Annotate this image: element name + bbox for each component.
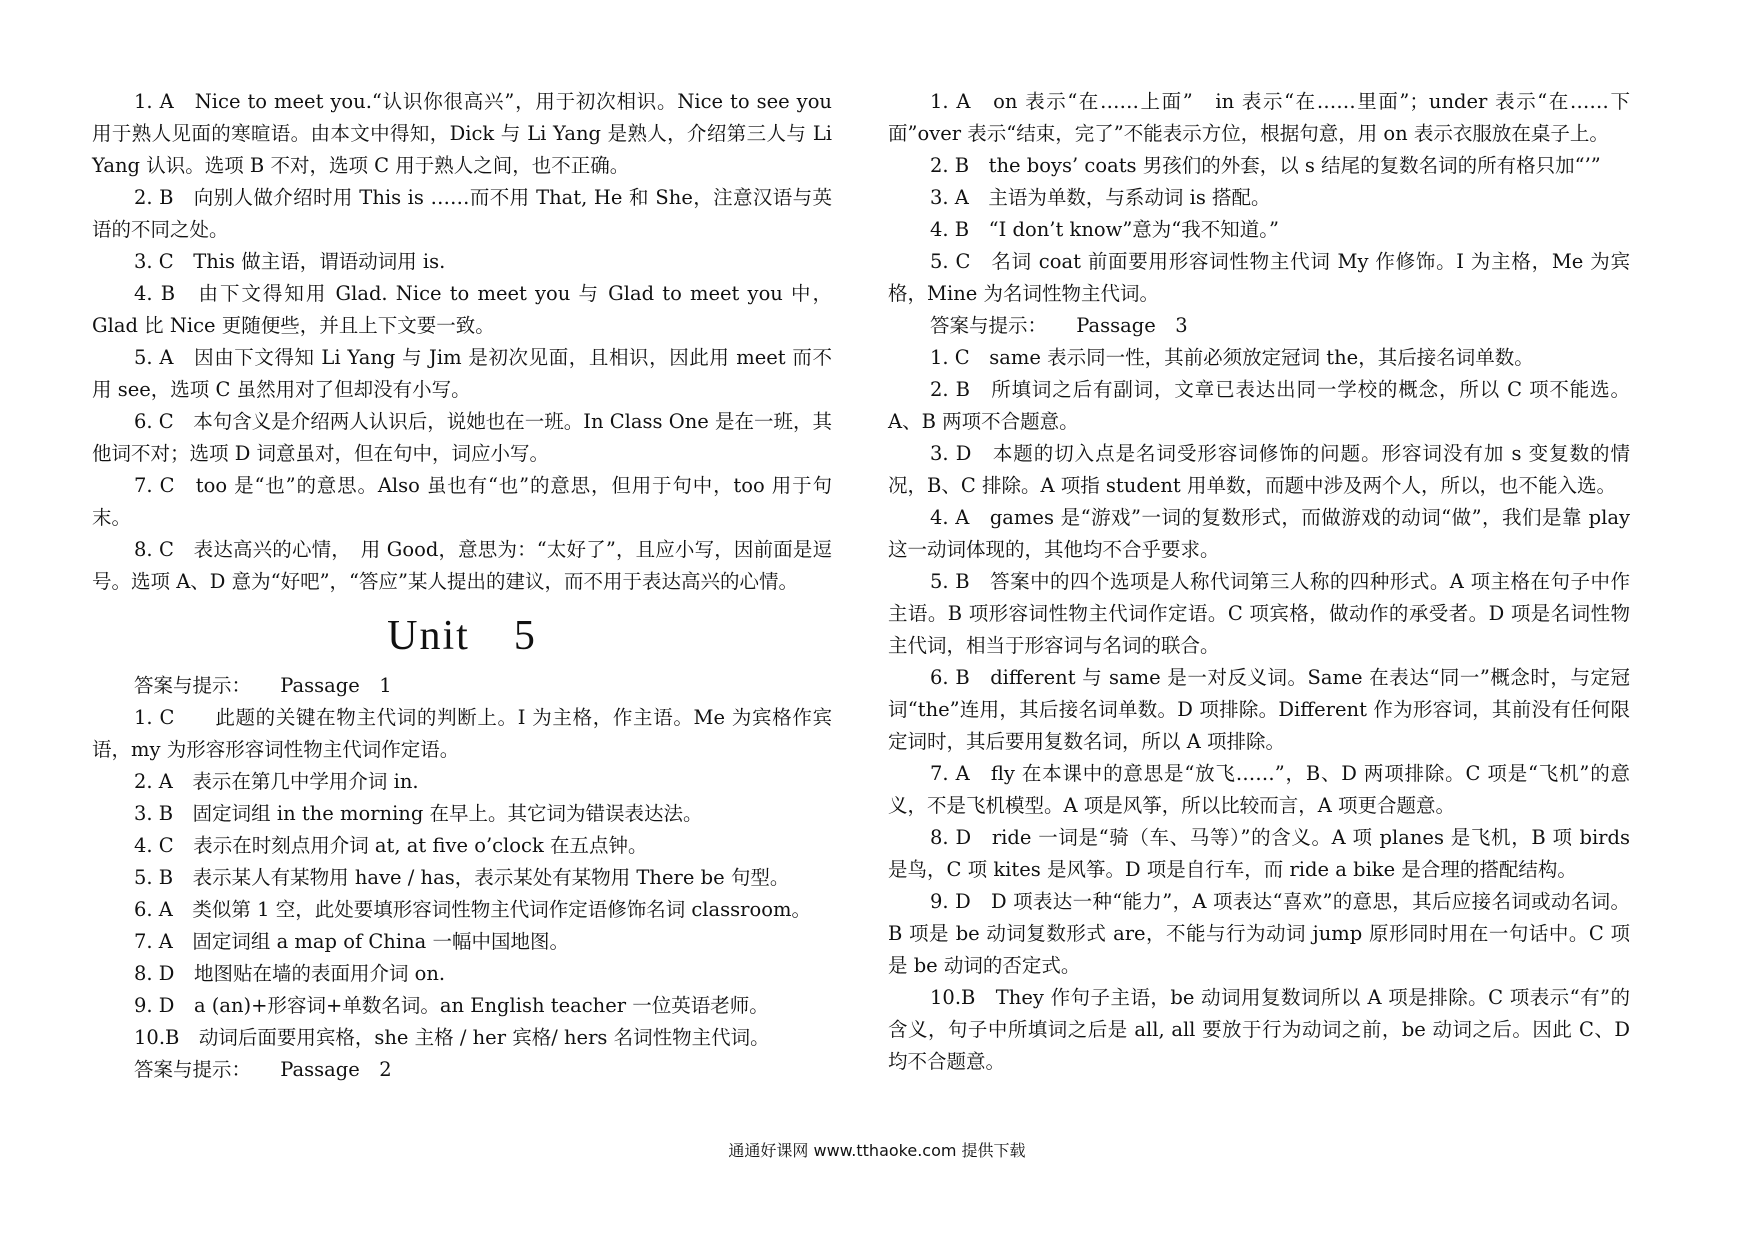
answer-paragraph: 5. C 名词 coat 前面要用形容词性物主代词 My 作修饰。I 为主格，Me 为宾格，Mine 为名词性物主代词。 bbox=[888, 250, 1630, 305]
answer-paragraph: 5. A 因由下文得知 Li Yang 与 Jim 是初次见面，且相识，因此用 meet 而不用 see，选项 C 虽然用对了但却没有小写。 bbox=[92, 346, 832, 401]
answer-paragraph: 6. B different 与 same 是一对反义词。Same 在表达“同一”概念时，与定冠词“the”连用，其后接名词单数。D 项排除。Different 作为形容词，其前没有任何限定词时，其后要用复数名词，所以 A 项排除。 bbox=[888, 666, 1630, 753]
answer-paragraph: 1. C 此题的关键在物主代词的判断上。I 为主格，作主语。Me 为宾格作宾语，my 为形容形容词性物主代词作定语。 bbox=[92, 706, 832, 761]
answer-paragraph: 4. A games 是“游戏”一词的复数形式，而做游戏的动词“做”，我们是靠 play 这一动词体现的，其他均不合乎要求。 bbox=[888, 506, 1630, 561]
answer-paragraph: 8. D ride 一词是“骑（车、马等）”的含义。A 项 planes 是飞机，B 项 birds 是鸟，C 项 kites 是风筝。D 项是自行车，而 ride a bike 是合理的搭配结构。 bbox=[888, 826, 1630, 881]
answer-paragraph: 5. B 表示某人有某物用 have / has，表示某处有某物用 There be 句型。 bbox=[134, 866, 790, 889]
answer-paragraph: 10.B They 作句子主语，be 动词用复数词所以 A 项是排除。C 项表示“有”的含义，句子中所填词之后是 all, all 要放于行为动词之前，be 动词之后。因此 C、D 均不合题意。 bbox=[888, 986, 1630, 1073]
answer-paragraph: 答案与提示： Passage 2 bbox=[134, 1058, 392, 1081]
answer-paragraph: 8. D 地图贴在墙的表面用介词 on. bbox=[134, 962, 446, 985]
answer-paragraph: 3. B 固定词组 in the morning 在早上。其它词为错误表达法。 bbox=[134, 802, 703, 825]
answer-paragraph: 1. A Nice to meet you.“认识你很高兴”，用于初次相识。Nice to see you 用于熟人见面的寒暄语。由本文中得知，Dick 与 Li Yang 是熟人，介绍第三人与 Li Yang 认识。选项 B 不对，选项 C 用于熟人之间，也不正确。 bbox=[92, 90, 832, 177]
answer-paragraph: 4. B 由下文得知用 Glad. Nice to meet you 与 Glad to meet you 中，Glad 比 Nice 更随便些，并且上下文要一致。 bbox=[92, 282, 832, 337]
answer-paragraph: 1. C same 表示同一性，其前必须放定冠词 the，其后接名词单数。 bbox=[930, 346, 1534, 369]
answer-paragraph: 2. B 向别人做介绍时用 This is ……而不用 That, He 和 She，注意汉语与英语的不同之处。 bbox=[92, 186, 832, 241]
answer-paragraph: 3. C This 做主语，谓语动词用 is. bbox=[134, 250, 446, 273]
answer-paragraph: 9. D a (an)+形容词+单数名词。an English teacher 一位英语老师。 bbox=[134, 994, 769, 1017]
answer-paragraph: 答案与提示： Passage 1 bbox=[134, 674, 392, 697]
answer-paragraph: 4. C 表示在时刻点用介词 at, at five o’clock 在五点钟。 bbox=[134, 834, 648, 857]
answer-paragraph: 10.B 动词后面要用宾格，she 主格 / her 宾格/ hers 名词性物主代词。 bbox=[134, 1026, 770, 1049]
answer-paragraph: 8. C 表达高兴的心情， 用 Good，意思为：“太好了”，且应小写，因前面是逗号。选项 A、D 意为“好吧”，“答应”某人提出的建议，而不用于表达高兴的心情。 bbox=[92, 538, 832, 593]
answer-paragraph: 6. C 本句含义是介绍两人认识后，说她也在一班。In Class One 是在一班，其他词不对；选项 D 词意虽对，但在句中，词应小写。 bbox=[92, 410, 832, 465]
answer-paragraph: 3. A 主语为单数，与系动词 is 搭配。 bbox=[930, 186, 1271, 209]
answer-paragraph: 答案与提示： Passage 3 bbox=[930, 314, 1188, 337]
unit4-answers bbox=[92, 86, 832, 598]
answer-paragraph: 2. A 表示在第几中学用介词 in. bbox=[134, 770, 419, 793]
right-column bbox=[888, 86, 1630, 1078]
unit-title: Unit 5 bbox=[387, 613, 537, 659]
answer-paragraph: 2. B the boys’ coats 男孩们的外套，以 s 结尾的复数名词的所有格只加“’” bbox=[930, 154, 1601, 177]
answer-paragraph: 6. A 类似第 1 空，此处要填形容词性物主代词作定语修饰名词 classroom。 bbox=[134, 898, 811, 921]
answer-paragraph: 5. B 答案中的四个选项是人称代词第三人称的四种形式。A 项主格在句子中作主语。B 项形容词性物主代词作定语。C 项宾格，做动作的承受者。D 项是名词性物主代词，相当于形容词与名词的联合。 bbox=[888, 570, 1630, 657]
footer-credit: 通通好课网 www.tthaoke.com 提供下载 bbox=[728, 1141, 1026, 1160]
answer-paragraph: 7. A fly 在本课中的意思是“放飞……”，B、D 两项排除。C 项是“飞机”的意义，不是飞机模型。A 项是风筝，所以比较而言，A 项更合题意。 bbox=[888, 762, 1630, 817]
answer-paragraph: 4. B “I don’t know”意为“我不知道。” bbox=[930, 218, 1279, 241]
answer-paragraph: 1. A on 表示“在……上面” in 表示“在……里面”；under 表示“在……下面”over 表示“结束，完了”不能表示方位，根据句意，用 on 表示衣服放在桌子上。 bbox=[888, 90, 1630, 145]
answer-paragraph: 7. C too 是“也”的意思。Also 虽也有“也”的意思，但用于句中，too 用于句末。 bbox=[92, 474, 832, 529]
unit5-answers bbox=[92, 670, 832, 1086]
left-column bbox=[92, 86, 832, 1086]
answer-paragraph: 9. D D 项表达一种“能力”，A 项表达“喜欢”的意思，其后应接名词或动名词。B 项是 be 动词复数形式 are，不能与行为动词 jump 原形同时用在一句话中。C 项是 be 动词的否定式。 bbox=[888, 890, 1630, 977]
answer-paragraph: 7. A 固定词组 a map of China 一幅中国地图。 bbox=[134, 930, 569, 953]
answer-paragraph: 3. D 本题的切入点是名词受形容词修饰的问题。形容词没有加 s 变复数的情况，B、C 排除。A 项指 student 用单数，而题中涉及两个人，所以，也不能入选。 bbox=[888, 442, 1630, 497]
answer-paragraph: 2. B 所填词之后有副词，文章已表达出同一学校的概念，所以 C 项不能选。A、B 两项不合题意。 bbox=[888, 378, 1630, 433]
